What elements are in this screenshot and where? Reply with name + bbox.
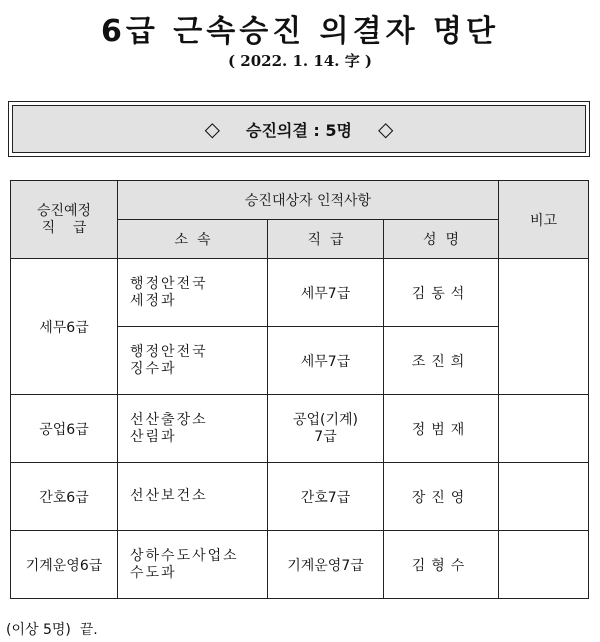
header-target-grade-line1: 승진예정: [36, 202, 92, 219]
name-cell: 장진영: [384, 463, 499, 531]
header-name: 성 명: [384, 220, 499, 259]
page-title: 6급 근속승진 의결자 명단: [100, 14, 499, 49]
affiliation-line1: 행정안전국: [130, 343, 208, 360]
target-grade-cell: 기계운영6급: [11, 531, 118, 599]
header-target-grade-line2: 직 급: [41, 219, 87, 236]
name-cell: 정범재: [384, 395, 499, 463]
position-cell: 세무7급: [268, 259, 384, 327]
affiliation-line2: 징수과: [130, 360, 177, 377]
affiliation-line1: 행정안전국: [130, 275, 208, 292]
position-cell: 세무7급: [268, 327, 384, 395]
document-date: ( 2022. 1. 14. 字 ): [227, 52, 373, 70]
remarks-cell: [499, 463, 589, 531]
target-grade-cell: 공업6급: [11, 395, 118, 463]
position-cell: 공업(기계) 7급: [268, 395, 384, 463]
affiliation-line1: 선산보건소: [130, 488, 208, 504]
target-grade-cell: 간호6급: [11, 463, 118, 531]
summary-banner: [8, 101, 590, 157]
affiliation-cell: [118, 327, 268, 395]
name-cell: 김동석: [384, 259, 499, 327]
header-position: 직 급: [268, 220, 384, 259]
summary-banner-inner: [12, 105, 586, 153]
diamond-icon: ◇: [204, 117, 221, 141]
name-cell: 김형수: [384, 531, 499, 599]
affiliation-cell: [118, 259, 268, 327]
table-row: [11, 463, 589, 531]
table-row: [11, 395, 589, 463]
affiliation-line2: 세정과: [130, 292, 177, 309]
position-cell: 기계운영7급: [268, 531, 384, 599]
affiliation-line1: 선산출장소: [130, 411, 208, 428]
remarks-cell: [499, 531, 589, 599]
header-remarks: 비고: [499, 181, 589, 259]
footer-note: (이상 5명) 끝.: [6, 622, 98, 638]
affiliation-cell: [118, 463, 268, 531]
affiliation-line2: 산림과: [130, 428, 177, 445]
remarks-cell: [499, 395, 589, 463]
name-cell: 조진희: [384, 327, 499, 395]
table-row: [11, 259, 589, 327]
remarks-cell: [499, 259, 589, 395]
promotion-table: [10, 180, 589, 599]
affiliation-line2: 수도과: [130, 564, 177, 581]
summary-text: 승진의결 : 5명: [246, 120, 352, 140]
target-grade-cell: 세무6급: [11, 259, 118, 395]
position-cell: 간호7급: [268, 463, 384, 531]
affiliation-cell: [118, 395, 268, 463]
header-affiliation: 소 속: [118, 220, 268, 259]
header-target-grade: [11, 181, 118, 259]
header-candidate-info: 승진대상자 인적사항: [118, 181, 499, 220]
diamond-icon: ◇: [377, 117, 394, 141]
table-row: [11, 531, 589, 599]
affiliation-line1: 상하수도사업소: [130, 547, 239, 564]
affiliation-cell: [118, 531, 268, 599]
